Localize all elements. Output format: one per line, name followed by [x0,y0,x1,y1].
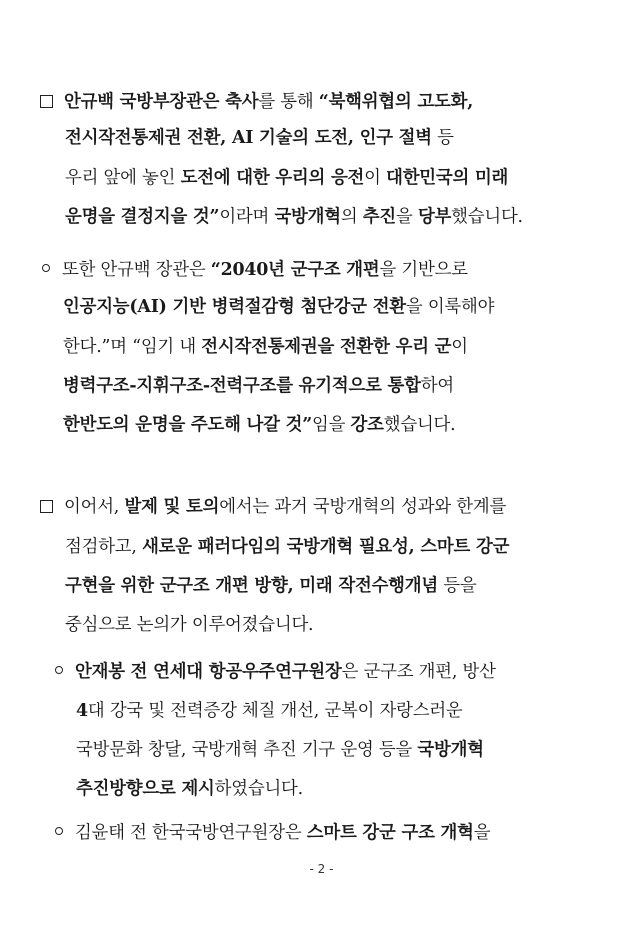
s2-line3: 한다.”며 “임기 내 전시작전통제권을 전환한 우리 군이 [63,337,468,357]
s1-line1: 안규백 국방부장관은 축사를 통해 “북핵위협의 고도화, [40,90,473,114]
s1-line2: 전시작전통제권 전환, AI 기술의 도전, 인구 절벽 등 [65,128,454,148]
s2-line2: 인공지능(AI) 기반 병력절감형 첨단강군 전환을 이룩해야 [63,297,495,317]
page-number: - 2 - [309,862,334,876]
s3-line2: 점검하고, 새로운 패러다임의 국방개혁 필요성, 스마트 강군 [65,537,510,557]
circle-bullet-icon [55,666,63,674]
circle-bullet-icon [55,827,63,835]
s1-line4: 운명을 결정지을 것”이라며 국방개혁의 추진을 당부했습니다. [65,207,523,227]
s4-line4: 추진방향으로 제시하였습니다. [76,779,303,799]
circle-bullet-icon [42,264,50,272]
square-bullet-icon [40,500,53,513]
s4-line2: 4대 강국 및 전력증강 체질 개선, 군복이 자랑스러운 [76,701,463,721]
s3-line1: 이어서, 발제 및 토의에서는 과거 국방개혁의 성과와 한계를 [40,495,506,519]
s4-line1: 안재봉 전 연세대 항공우주연구원장은 군구조 개편, 방산 [55,660,496,684]
s1-line3: 우리 앞에 놓인 도전에 대한 우리의 응전이 대한민국의 미래 [65,168,509,188]
square-bullet-icon [40,95,53,108]
s2-line1: 또한 안규백 장관은 “2040년 군구조 개편을 기반으로 [42,258,468,282]
s2-line5: 한반도의 운명을 주도해 나갈 것”임을 강조했습니다. [63,415,456,435]
s4-line3: 국방문화 창달, 국방개혁 추진 기구 운영 등을 국방개혁 [76,740,484,760]
s3-line3: 구현을 위한 군구조 개편 방향, 미래 작전수행개념 등을 [65,576,477,596]
s2-line4: 병력구조-지휘구조-전력구조를 유기적으로 통합하여 [63,376,454,396]
s3-line4: 중심으로 논의가 이루어졌습니다. [65,615,314,635]
s5-line1: 김윤태 전 한국국방연구원장은 스마트 강군 구조 개혁을 [55,821,490,845]
